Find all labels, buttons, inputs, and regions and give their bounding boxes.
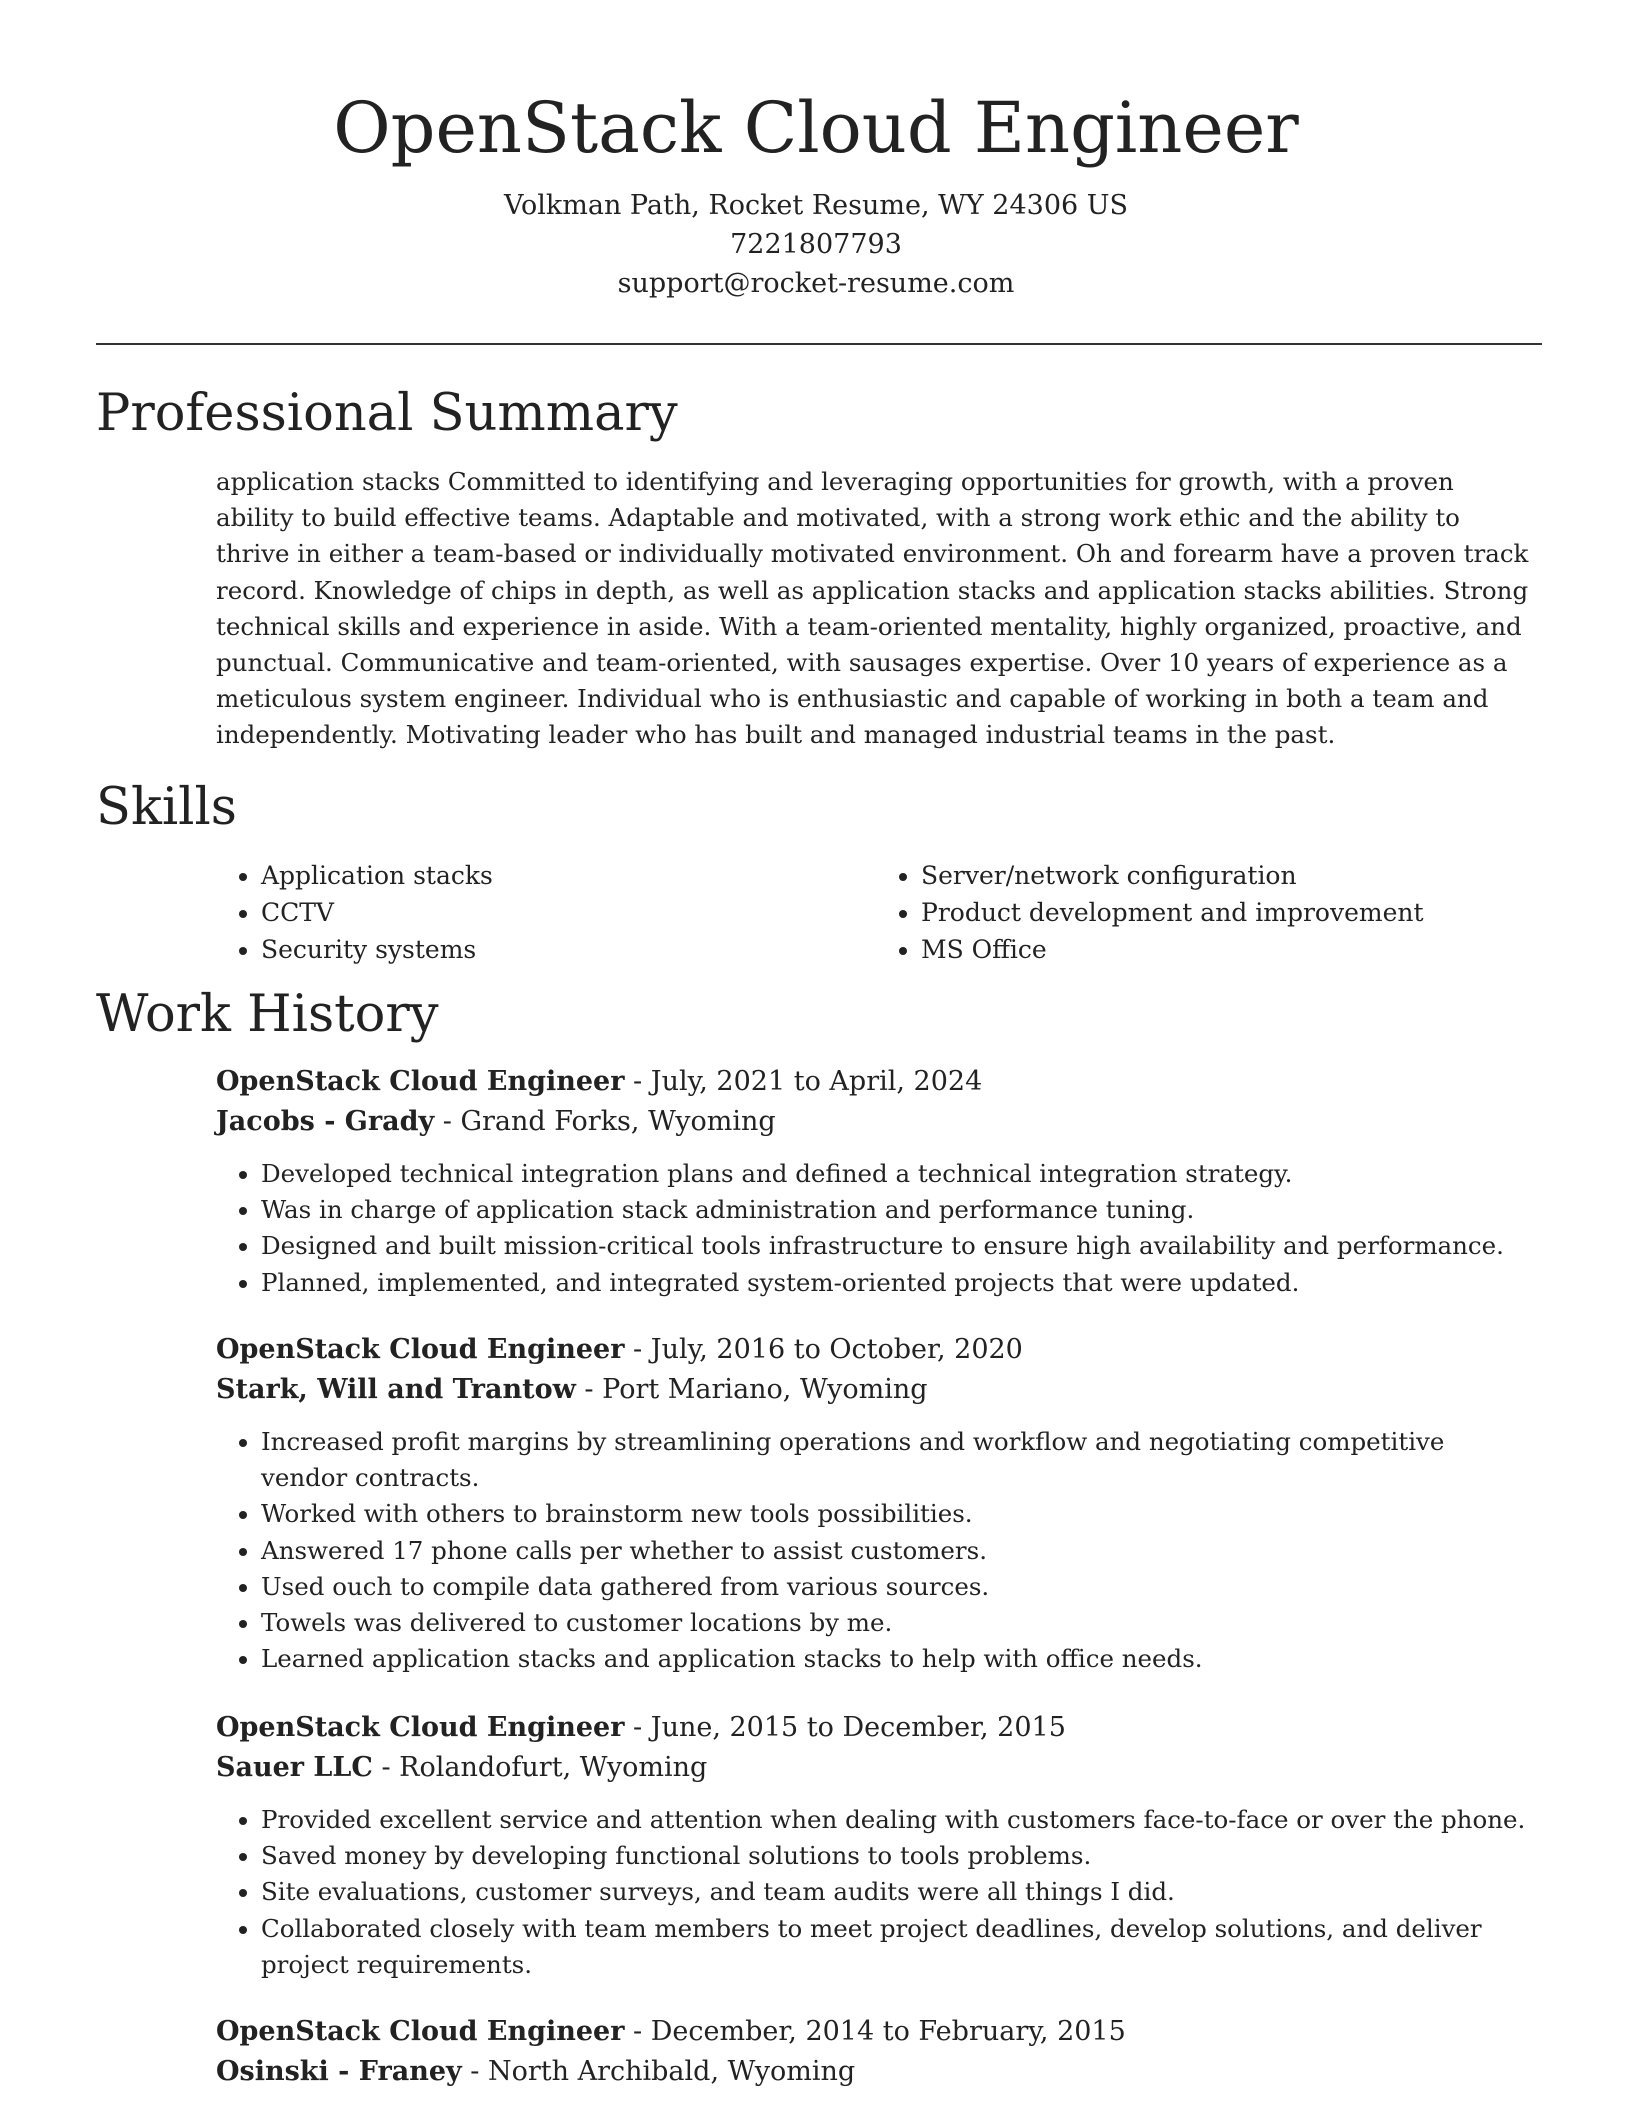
skills-heading: Skills [96,778,237,837]
skills-list [216,857,1536,968]
job-title: OpenStack Cloud Engineer [216,2016,625,2047]
job-entry [216,1062,1536,1301]
job-bullets [216,1802,1536,1983]
job-bullet: • Developed technical integration plans and defined a technical integration strategy. [261,1156,1536,1192]
job-bullet: • Learned application stacks and application stacks to help with office needs. [261,1641,1536,1677]
job-company-line [216,1748,1536,1788]
job-bullet: • Answered 17 phone calls per whether to assist customers. [261,1533,1536,1569]
job-title-line [216,1062,1536,1102]
job-bullet: • Towels was delivered to customer locations by me. [261,1605,1536,1641]
job-dates: - June, 2015 to December, 2015 [624,1712,1066,1743]
skill-item: • CCTV [261,894,876,931]
summary-text: application stacks Committed to identifying and leveraging opportunities for growth, with a proven ability to build effective teams. Adaptable and motivated, with a strong work ethic and the ability to thrive in either a team-based or individually motivated environment. Oh and forearm have a proven track record. Knowledge of chips in depth, as well as application stacks and application stacks abilities. Strong technical skills and experience in aside. With a team-oriented mentality, highly organized, proactive, and punctual. Communicative and team-oriented, with sausages expertise. Over 10 years of experience as a meticulous system engineer. Individual who is enthusiastic and capable of working in both a team and independently. Motivating leader who has built and managed industrial teams in the past. [216,467,1529,750]
job-bullet: • Planned, implemented, and integrated system-oriented projects that were updated. [261,1265,1536,1301]
job-bullets [216,1156,1536,1301]
job-company: Sauer LLC [216,1752,373,1783]
job-bullet: • Site evaluations, customer surveys, and team audits were all things I did. [261,1874,1536,1910]
job-bullet: • Was in charge of application stack administration and performance tuning. [261,1192,1536,1228]
resume-header [0,0,1632,303]
job-bullet: • Collaborated closely with team members to meet project deadlines, develop solutions, and deliver project requirements. [261,1911,1536,1983]
contact-phone: 7221807793 [730,229,902,260]
job-bullet: • Increased profit margins by streamlining operations and workflow and negotiating competitive vendor contracts. [261,1424,1536,1496]
summary-heading: Professional Summary [96,384,678,443]
job-company: Osinski - Franey [216,2056,462,2087]
contact-email: support@rocket-resume.com [617,268,1015,299]
job-location: - Grand Forks, Wyoming [434,1106,776,1137]
header-divider [96,343,1542,345]
job-location: - Rolandofurt, Wyoming [372,1752,708,1783]
job-company-line [216,2052,1536,2092]
job-dates: - July, 2021 to April, 2024 [624,1066,983,1097]
job-entry [216,1708,1536,1983]
job-company-line [216,1102,1536,1142]
job-dates: - July, 2016 to October, 2020 [624,1334,1023,1365]
job-bullets [216,1424,1536,1677]
job-bullet: • Designed and built mission-critical tools infrastructure to ensure high availability and performance. [261,1228,1536,1264]
skills-column-right [876,857,1536,968]
job-title-line [216,1708,1536,1748]
job-bullet: • Provided excellent service and attention when dealing with customers face-to-face or over the phone. [261,1802,1536,1838]
job-entry [216,1330,1536,1677]
job-bullet: • Saved money by developing functional solutions to tools problems. [261,1838,1536,1874]
contact-info [0,186,1632,303]
skills-column-left [216,857,876,968]
work-history-heading: Work History [96,985,439,1044]
job-bullet: • Worked with others to brainstorm new tools possibilities. [261,1496,1536,1532]
job-title: OpenStack Cloud Engineer [216,1334,625,1365]
skill-item: • MS Office [921,931,1536,968]
contact-address: Volkman Path, Rocket Resume, WY 24306 US [503,190,1129,221]
job-company: Jacobs - Grady [216,1106,435,1137]
job-dates: - December, 2014 to February, 2015 [624,2016,1126,2047]
job-company: Stark, Will and Trantow [216,1374,576,1405]
candidate-name: OpenStack Cloud Engineer [333,87,1299,169]
job-title: OpenStack Cloud Engineer [216,1066,625,1097]
job-company-line [216,1370,1536,1410]
job-title: OpenStack Cloud Engineer [216,1712,625,1743]
skill-item: • Product development and improvement [921,894,1536,931]
skill-item: • Application stacks [261,857,876,894]
job-location: - North Archibald, Wyoming [461,2056,856,2087]
job-title-line [216,1330,1536,1370]
skill-item: • Server/network configuration [921,857,1536,894]
job-title-line [216,2012,1536,2052]
job-location: - Port Mariano, Wyoming [575,1374,928,1405]
job-entry [216,2012,1536,2092]
skill-item: • Security systems [261,931,876,968]
job-bullet: • Used ouch to compile data gathered from various sources. [261,1569,1536,1605]
